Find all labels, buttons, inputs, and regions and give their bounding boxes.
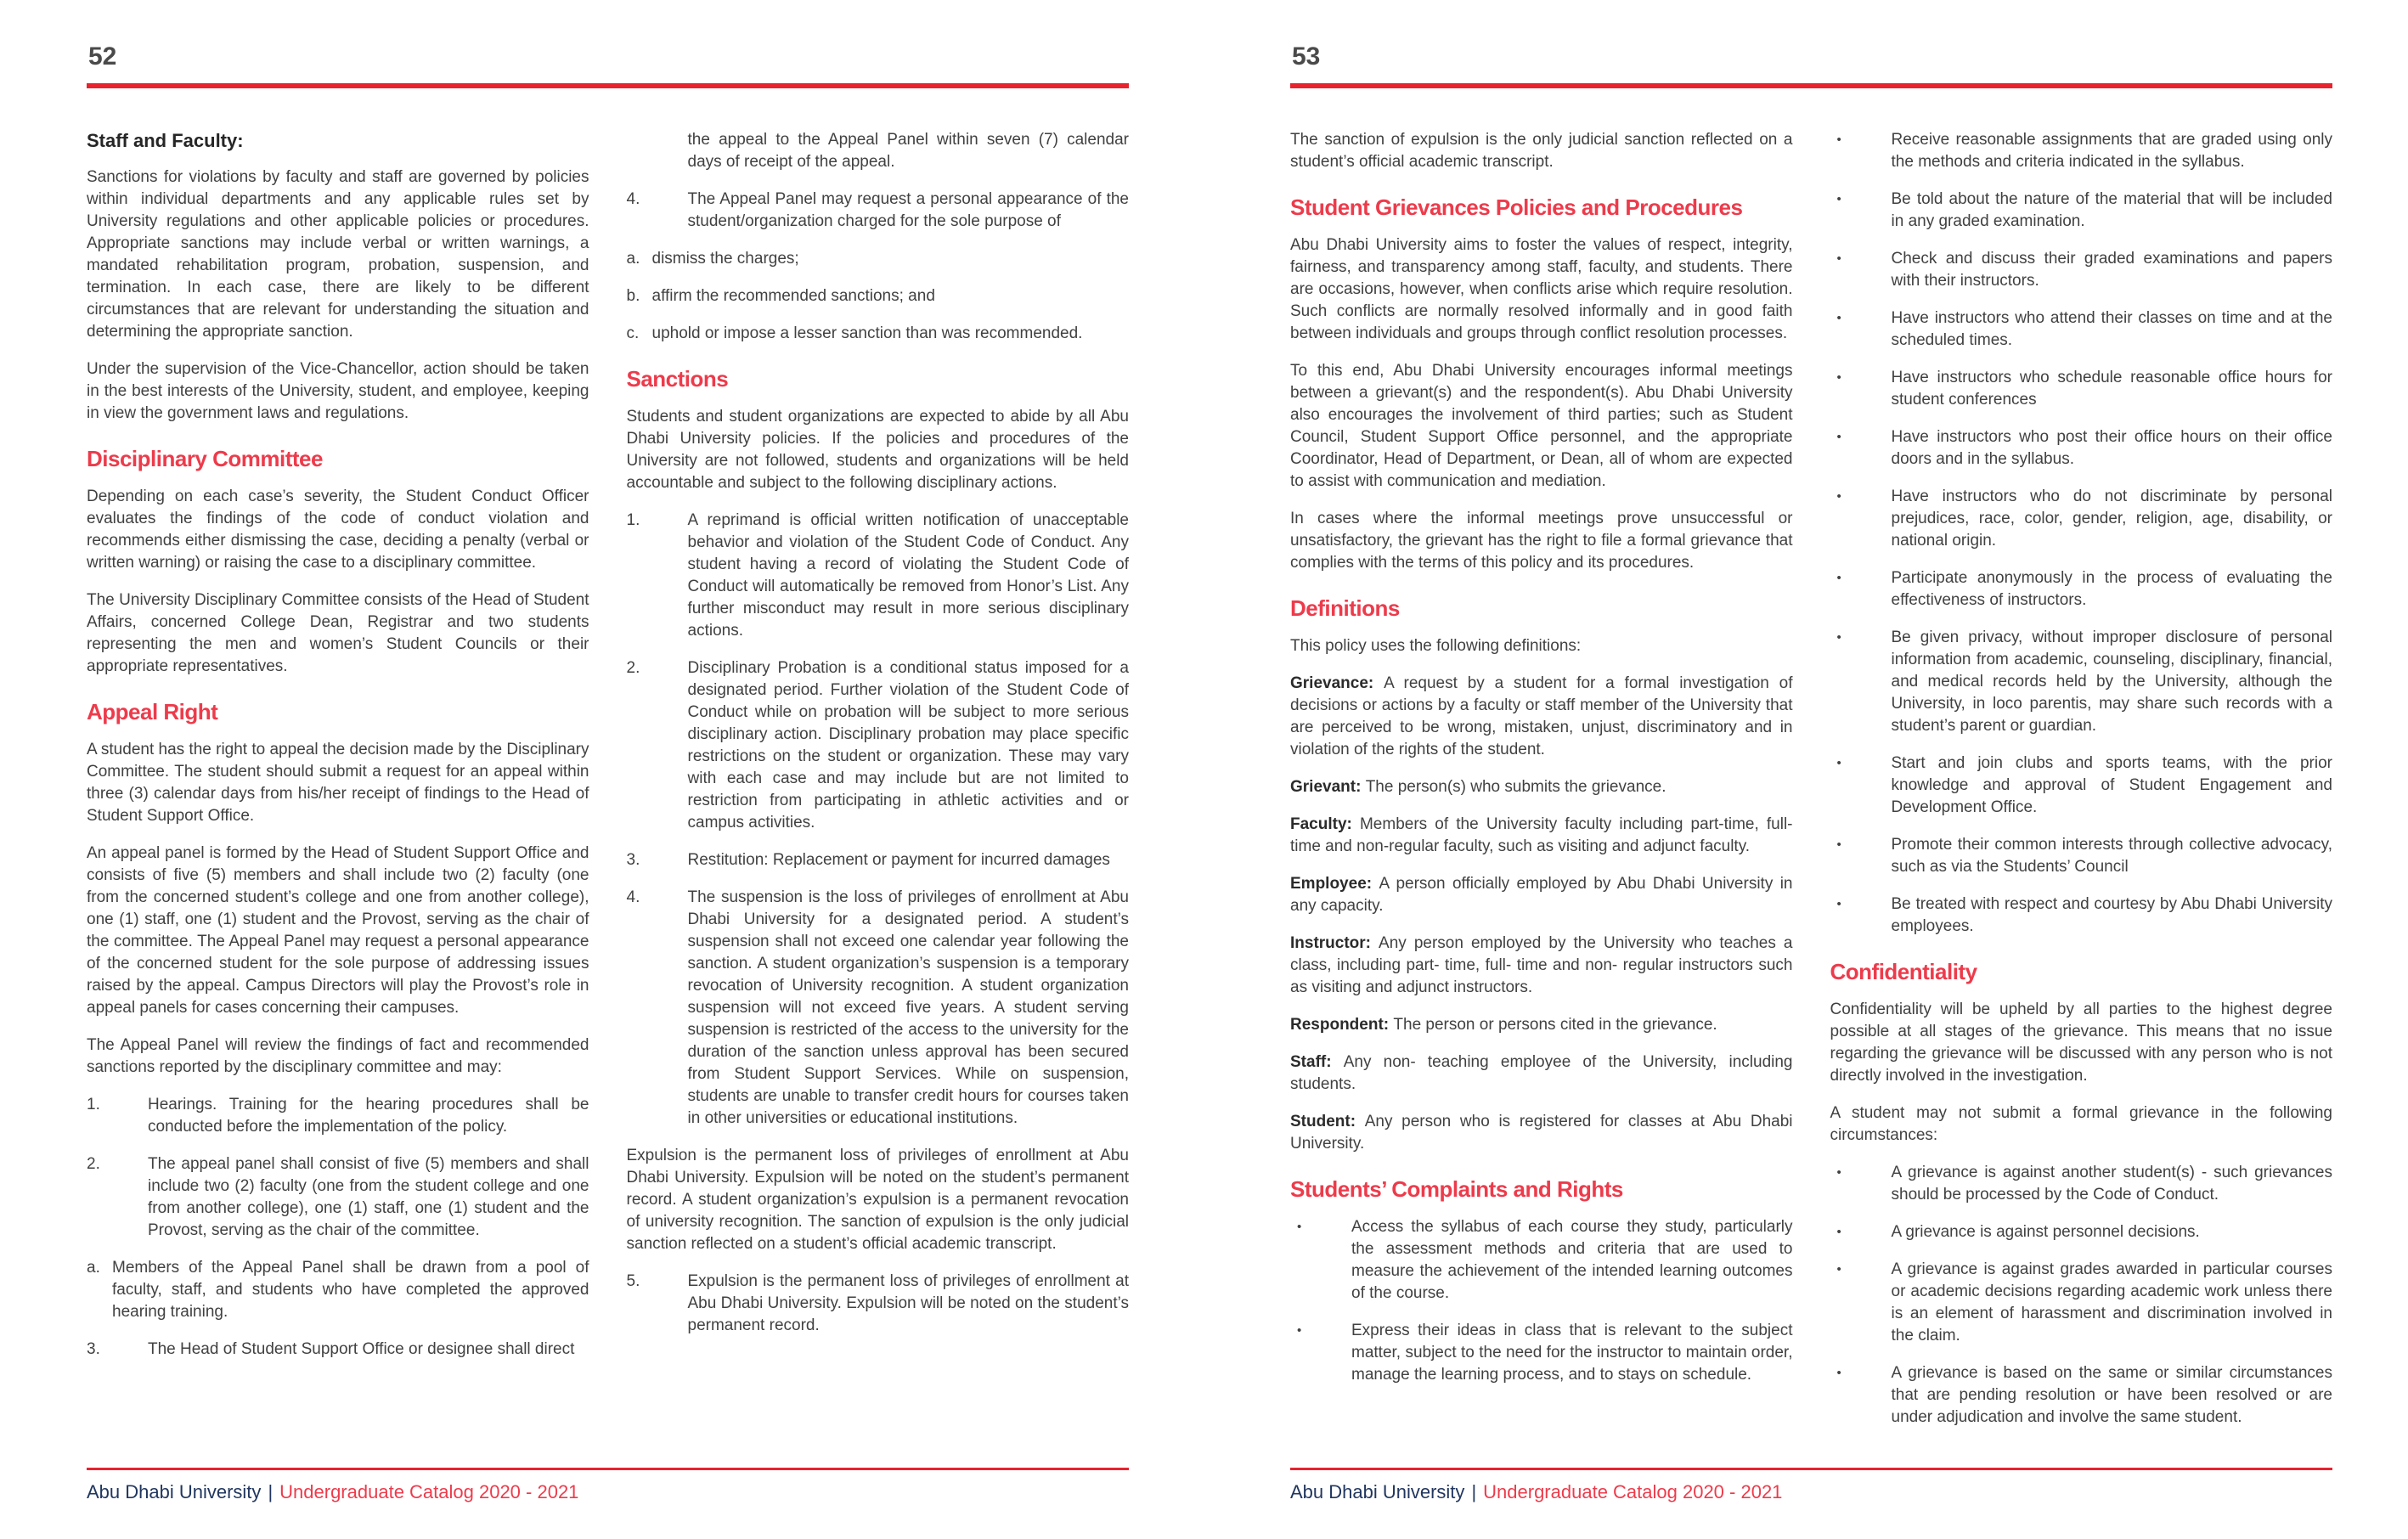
numbered-item [627, 887, 1130, 1130]
list-item-text: Access the syllabus of each course they study, particularly the assessment methods and criteria that are used to measure the achievement of the intended learning outcomes of the course. [1351, 1218, 1793, 1302]
list-marker: 2. [626, 659, 640, 677]
list-item-text: Have instructors who do not discriminate by personal prejudices, race, color, gender, religion, age, disability, or national origin. [1891, 488, 2332, 550]
list-item-text: Have instructors who attend their classes on time and at the scheduled times. [1891, 309, 2332, 349]
bullet-icon: • [1297, 1323, 1302, 1338]
numbered-item [627, 189, 1130, 233]
list-marker: c. [626, 324, 640, 342]
list-item-text: Be given privacy, without improper disclosure of personal information from academic, counseling, disciplinary, financial, and medical records held by the University, although the University, in loco parentis, may share such records with a student’s parent or guardian. [1891, 629, 2332, 735]
definition: Respondent: The person or persons cited in the grievance. [1290, 1016, 1717, 1034]
bullet-item [1830, 567, 2333, 612]
list-item-text: A grievance is based on the same or similar circumstances that are pending resolution or have been resolved or are under adjudication and involve the same student. [1891, 1364, 2332, 1426]
definition: Faculty: Members of the University faculty including part-time, full-time and non-regular faculty, such as visiting and adjunct faculty. [1290, 815, 1793, 855]
lettered-item [627, 248, 1130, 270]
list-item-text: Participate anonymously in the process of evaluating the effectiveness of instructors. [1891, 569, 2332, 609]
bullet-item [1830, 894, 2333, 938]
list-item-text: Check and discuss their graded examinations and papers with their instructors. [1891, 250, 2332, 290]
header-rule [87, 83, 1129, 88]
lettered-item [87, 1257, 589, 1323]
bullet-item [1830, 753, 2333, 819]
lettered-item [627, 323, 1130, 345]
definition-term: Grievance: [1290, 674, 1384, 692]
bullet-icon: • [1836, 370, 1841, 385]
list-marker: b. [626, 287, 640, 305]
paragraph: A student may not submit a formal grievance in the following circumstances: [1830, 1104, 2332, 1144]
bullet-item [1830, 367, 2333, 411]
page-footer [1290, 1468, 2332, 1505]
definition: Grievance: A request by a student for a formal investigation of decisions or actions by a faculty or staff member of the University that are perceived to be wrong, mistaken, unjust, discriminatory and in violation of the rights of the student. [1290, 674, 1793, 758]
footer-university: Abu Dhabi University [87, 1481, 262, 1502]
list-marker: 4. [626, 888, 640, 906]
footer-rule [87, 1468, 1129, 1470]
bullet-icon: • [1836, 756, 1841, 770]
bullet-icon: • [1836, 897, 1841, 911]
numbered-item [627, 849, 1130, 871]
list-item-text: Hearings. Training for the hearing procedures shall be conducted before the implementation of the policy. [148, 1096, 589, 1136]
list-item-text: The suspension is the loss of privileges of enrollment at Abu Dhabi University for a designated period. A student’s suspension shall not exceed one calendar year following the sanction. A student organization’s suspension is a temporary revocation of University recognition. A student organization suspension will not exceed five years. A student serving suspension is restricted of the access to the university for the duration of the sanction unless approval has been secured from Student Support Services. While on suspension, students are unable to transfer credit hours for courses taken in other universities or educational institutions. [687, 888, 1129, 1127]
numbered-item [627, 657, 1130, 834]
list-item-text: Promote their common interests through collective advocacy, such as via the Students’ Council [1891, 836, 2332, 876]
page-columns [87, 129, 1129, 1376]
list-item-text: The appeal panel shall consist of five (5) members and shall include two (2) faculty (one from the student college and one from another college), one (1) staff, one (1) student and the Provost, serving as the chair of the committee. [148, 1155, 589, 1239]
list-item-text: Be treated with respect and courtesy by Abu Dhabi University employees. [1891, 895, 2332, 935]
page-number: 53 [1292, 42, 1321, 70]
footer-text [87, 1480, 1129, 1505]
page-columns [1290, 129, 2332, 1444]
bullet-item [1830, 189, 2333, 233]
list-item-text: The Appeal Panel may request a personal appearance of the student/organization charged for the sole purpose of [687, 190, 1129, 230]
list-marker: 3. [87, 1340, 100, 1358]
paragraph: Expulsion is the permanent loss of privileges of enrollment at Abu Dhabi University. Expulsion will be noted on the student’s permanent record. A student organization’s expulsion is a permanent revocation of university recognition. The sanction of expulsion is the only judicial sanction reflected on a student’s official academic transcript. [626, 1147, 1129, 1253]
list-item-text: Receive reasonable assignments that are graded using only the methods and criteria indicated in the syllabus. [1891, 131, 2332, 171]
bullet-icon: • [1836, 192, 1841, 206]
footer-catalog-title: Undergraduate Catalog 2020 - 2021 [279, 1481, 579, 1502]
list-item-text: A grievance is against grades awarded in particular courses or academic decisions regarding academic work unless there is an element of harassment and discrimination involved in the claim. [1891, 1260, 2332, 1345]
list-marker: 4. [626, 190, 640, 208]
list-item-text: affirm the recommended sanctions; and [651, 287, 935, 305]
paragraph: The sanction of expulsion is the only judicial sanction reflected on a student’s official academic transcript. [1290, 131, 1793, 171]
numbered-item [87, 1339, 589, 1361]
bullet-item [1830, 426, 2333, 471]
paragraph: Abu Dhabi University aims to foster the values of respect, integrity, fairness, and transparency among staff, faculty, and students. There are occasions, however, when conflicts arise which require resolution. Such conflicts are normally resolved informally and in good faith between individuals and groups through conflict resolution processes. [1290, 236, 1793, 342]
definition: Instructor: Any person employed by the University who teaches a class, including part- time, full- time and non- regular instructors such as visiting and adjunct instructors. [1290, 934, 1793, 996]
bullet-item [1830, 486, 2333, 552]
paragraph: The University Disciplinary Committee consists of the Head of Student Affairs, concerned College Dean, Registrar and two students representing the men and women’s Student Councils or their appropriate representatives. [87, 591, 589, 675]
paragraph: Confidentiality will be upheld by all parties to the highest degree possible at all stages of the grievance. This means that no issue regarding the grievance will be discussed with any person who is not directly involved in the investigation. [1830, 1001, 2332, 1085]
list-item-text: Expulsion is the permanent loss of privileges of enrollment at Abu Dhabi University. Expulsion will be noted on the student’s permanent record. [687, 1272, 1129, 1334]
section-heading: Confidentiality [1830, 959, 1977, 984]
bullet-icon: • [1836, 1262, 1841, 1277]
text-column [1290, 129, 1793, 1444]
paragraph: Sanctions for violations by faculty and staff are governed by policies within individual departments and any applicable rules set by University regulations and other applicable policies or procedures. Appropriate sanctions may include verbal or written warnings, a mandated rehabilitation program, probation, suspension, and termination. In each case, there are likely to be different circumstances that are relevant for understanding the situation and determining the appropriate sanction. [87, 168, 589, 341]
section-heading: Definitions [1290, 595, 1400, 621]
list-item-text: Be told about the nature of the material that will be included in any graded examination. [1891, 190, 2332, 230]
bullet-icon: • [1836, 1165, 1841, 1180]
list-item-text: dismiss the charges; [651, 250, 799, 268]
list-marker: 1. [626, 511, 640, 529]
bullet-icon: • [1836, 251, 1841, 266]
bullet-item [1830, 834, 2333, 878]
bullet-icon: • [1836, 132, 1841, 147]
definition-term: Faculty: [1290, 815, 1360, 833]
bullet-icon: • [1836, 489, 1841, 504]
bullet-item [1830, 1221, 2333, 1243]
definition-term: Respondent: [1290, 1016, 1394, 1034]
list-item-text: Have instructors who post their office hours on their office doors and in the syllabus. [1891, 428, 2332, 468]
list-item-text: Disciplinary Probation is a conditional status imposed for a designated period. Further violation of the Student Code of Conduct while on probation will be subject to more serious disciplinary action. Disciplinary probation may place specific restrictions on the student or organization. These may vary with each case and may include but are not limited to restriction from participating in athletic activities and or campus activities. [687, 659, 1129, 832]
page-footer [87, 1468, 1129, 1505]
bullet-icon: • [1836, 311, 1841, 325]
paragraph: To this end, Abu Dhabi University encourages informal meetings between a grievant(s) and the respondent(s). Abu Dhabi University also encourages the involvement of third parties; such as Student Council, Student Support Office personnel, and the appropriate Coordinator, Head of Department, or Dean, all of whom are expected to assist with communication and mediation. [1290, 362, 1793, 490]
numbered-item [627, 510, 1130, 642]
subheading: Staff and Faculty: [87, 130, 244, 151]
definition-term: Grievant: [1290, 778, 1366, 796]
paragraph: Students and student organizations are expected to abide by all Abu Dhabi University policies. If the policies and procedures of the University are not followed, students and organizations will be held accountable and subject to the following disciplinary actions. [626, 408, 1129, 492]
list-item-text: Have instructors who schedule reasonable office hours for student conferences [1891, 369, 2332, 409]
numbered-item [627, 1271, 1130, 1337]
bullet-icon: • [1836, 430, 1841, 444]
section-heading: Students’ Complaints and Rights [1290, 1176, 1623, 1202]
list-marker: 5. [626, 1272, 640, 1290]
bullet-icon: • [1836, 630, 1841, 645]
section-heading: Appeal Right [87, 699, 218, 724]
footer-rule [1290, 1468, 2332, 1470]
footer-university: Abu Dhabi University [1290, 1481, 1465, 1502]
list-item-text: A grievance is against personnel decisions. [1891, 1223, 2200, 1241]
list-item-text: Members of the Appeal Panel shall be drawn from a pool of faculty, staff, and students who have completed the approved hearing training. [112, 1259, 589, 1321]
definition: Student: Any person who is registered for classes at Abu Dhabi University. [1290, 1113, 1793, 1153]
definition-term: Staff: [1290, 1053, 1344, 1071]
list-item-text: Restitution: Replacement or payment for incurred damages [687, 851, 1110, 869]
list-item-text: A grievance is against another student(s) - such grievances should be processed by the Code of Conduct. [1891, 1164, 2332, 1204]
text-column [627, 129, 1130, 1376]
definition-term: Employee: [1290, 875, 1379, 893]
lettered-item [627, 285, 1130, 307]
bullet-icon: • [1836, 571, 1841, 585]
page-right [1204, 0, 2407, 1539]
bullet-icon: • [1836, 1366, 1841, 1380]
section-heading: Disciplinary Committee [87, 446, 323, 471]
definition: Employee: A person officially employed by Abu Dhabi University in any capacity. [1290, 875, 1793, 915]
list-marker: a. [626, 250, 640, 268]
bullet-icon: • [1836, 1225, 1841, 1239]
bullet-icon: • [1297, 1220, 1302, 1234]
footer-catalog-title: Undergraduate Catalog 2020 - 2021 [1483, 1481, 1783, 1502]
bullet-item [1830, 1362, 2333, 1429]
bullet-item [1830, 129, 2333, 173]
list-item-text: Start and join clubs and sports teams, with the prior knowledge and approval of Student Engagement and Development Office. [1891, 754, 2332, 816]
bullet-item [1830, 1259, 2333, 1347]
list-continuation: the appeal to the Appeal Panel within seven (7) calendar days of receipt of the appeal. [687, 131, 1129, 171]
bullet-item [1830, 1162, 2333, 1206]
numbered-item [87, 1094, 589, 1138]
footer-divider: | [268, 1481, 274, 1502]
paragraph: An appeal panel is formed by the Head of Student Support Office and consists of five (5) members and shall include two (2) faculty (one from the concerned student’s college and one from another college), one (1) staff, one (1) student and the Provost, serving as the chair of the committee. The Appeal Panel may request a personal appearance of the concerned student for the sole purpose of addressing issues raised by the appeal. Campus Directors will play the Provost’s role in appeal panels for cases concerning their campuses. [87, 844, 589, 1017]
bullet-item [1290, 1320, 1793, 1386]
list-marker: 2. [87, 1155, 100, 1173]
section-heading: Student Grievances Policies and Procedures [1290, 194, 1743, 220]
paragraph: A student has the right to appeal the decision made by the Disciplinary Committee. The student should submit a request for an appeal within three (3) calendar days from his/her receipt of findings to the Head of Student Support Office. [87, 741, 589, 825]
paragraph: This policy uses the following definitions: [1290, 637, 1582, 655]
paragraph: Under the supervision of the Vice-Chancellor, action should be taken in the best interests of the University, student, and employee, keeping in view the government laws and regulations. [87, 360, 589, 422]
list-marker: 1. [87, 1096, 100, 1113]
definition-term: Instructor: [1290, 934, 1379, 952]
footer-text [1290, 1480, 2332, 1505]
numbered-item [87, 1153, 589, 1242]
bullet-item [1830, 307, 2333, 352]
paragraph: In cases where the informal meetings prove unsuccessful or unsatisfactory, the grievant has the right to file a formal grievance that complies with the terms of this policy and its procedures. [1290, 510, 1793, 572]
list-item-text: Express their ideas in class that is relevant to the subject matter, subject to the need for the instructor to maintain order, manage the learning process, and to stays on schedule. [1351, 1322, 1793, 1384]
footer-divider: | [1471, 1481, 1477, 1502]
header-rule [1290, 83, 2332, 88]
bullet-item [1830, 627, 2333, 737]
list-item-text: uphold or impose a lesser sanction than was recommended. [651, 324, 1083, 342]
definition-term: Student: [1290, 1113, 1365, 1130]
definition: Staff: Any non- teaching employee of the University, including students. [1290, 1053, 1793, 1093]
definition: Grievant: The person(s) who submits the grievance. [1290, 778, 1666, 796]
paragraph: The Appeal Panel will review the findings of fact and recommended sanctions reported by the disciplinary committee and may: [87, 1036, 589, 1076]
list-marker: a. [87, 1259, 100, 1277]
text-column [87, 129, 589, 1376]
page-number: 52 [88, 42, 117, 70]
paragraph: Depending on each case’s severity, the Student Conduct Officer evaluates the findings of the code of conduct violation and recommends either dismissing the case, deciding a penalty (verbal or written warning) or raising the case to a disciplinary committee. [87, 488, 589, 572]
text-column [1830, 129, 2333, 1444]
bullet-item [1290, 1216, 1793, 1305]
bullet-item [1830, 248, 2333, 292]
bullet-icon: • [1836, 837, 1841, 852]
list-item-text: A reprimand is official written notification of unacceptable behavior and violation of the Student Code of Conduct. Any student having a record of violating the Student Code of Conduct will automatically be removed from Honor’s List. Any further misconduct may result in more serious disciplinary actions. [687, 511, 1129, 640]
list-marker: 3. [626, 851, 640, 869]
section-heading: Sanctions [626, 366, 729, 392]
list-item-text: The Head of Student Support Office or designee shall direct [148, 1340, 575, 1358]
